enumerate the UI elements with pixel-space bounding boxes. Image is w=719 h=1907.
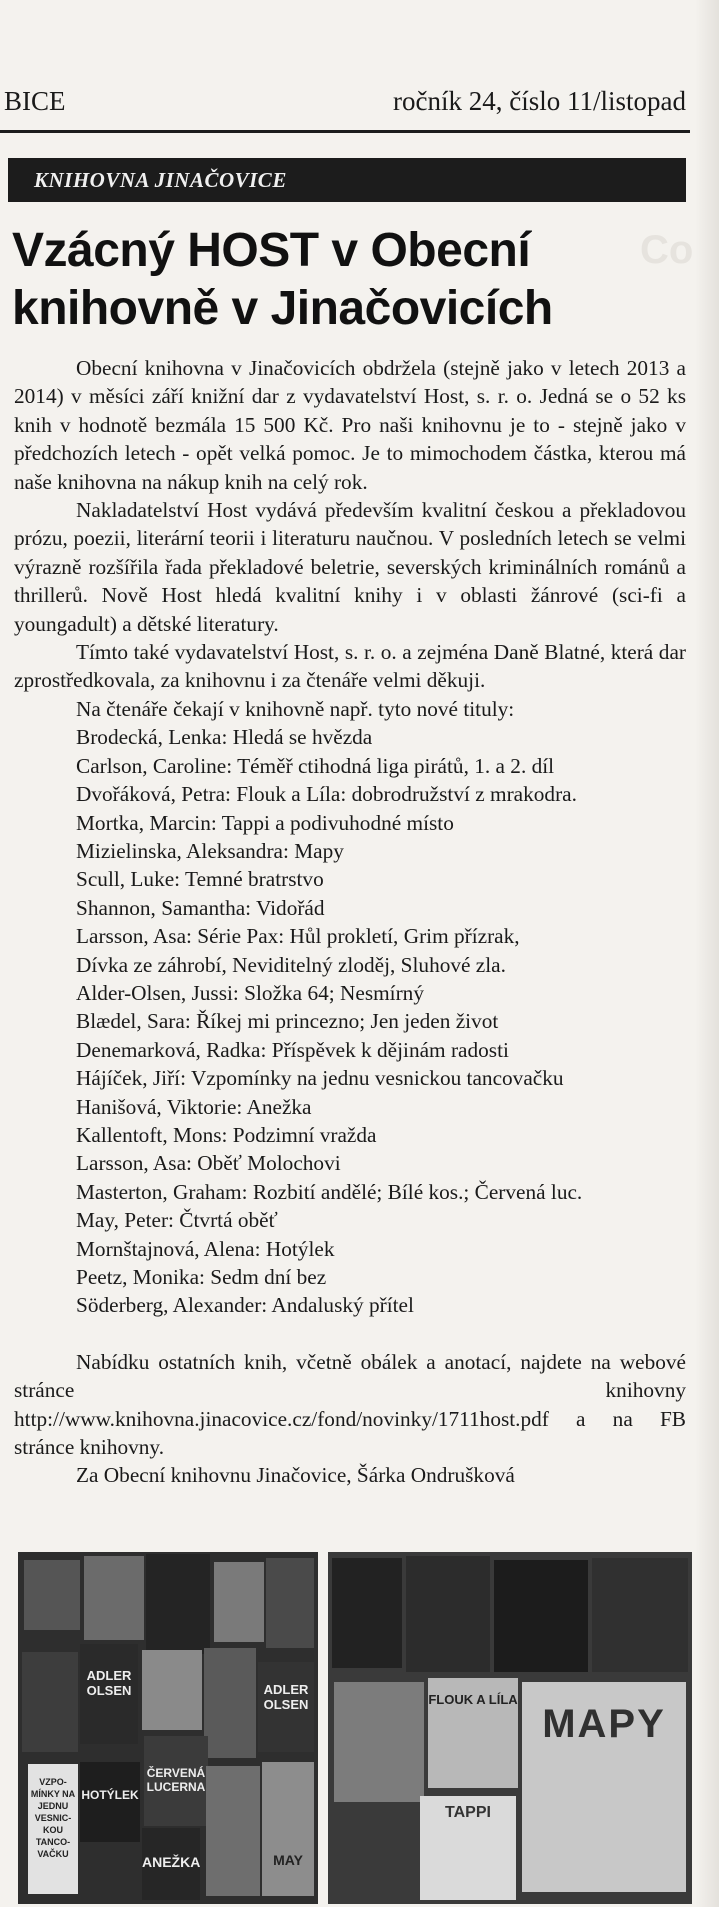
adler-olsen-cover: ADLER OLSEN xyxy=(258,1662,314,1752)
title-item: Blædel, Sara: Říkej mi princezno; Jen jeden život xyxy=(76,1009,499,1034)
paragraph: Nakladatelství Host vydává především kvalitní českou a překladovou prózu, poezii, literární teorii i literaturu naučnou. V posledních letech se velmi výrazně rozšířila řada překladové beletrie, severských kriminálních románů a thrillerů. Nově Host hledá kvalitní knihy i v oblasti žánrové (sci-fi a youngadult) a dětské literatury. xyxy=(14,498,686,636)
titles-intro: Na čtenáře čekají v knihovně např. tyto nové tituly: xyxy=(76,696,515,721)
title-item: Dívka ze záhrobí, Neviditelný zloděj, Sluhové zla. xyxy=(76,952,506,977)
hotylek-cover: HOTÝLEK xyxy=(80,1762,140,1842)
title-item: Hanišová, Viktorie: Anežka xyxy=(76,1094,312,1119)
cervena-lucerna-cover: ČERVENÁ LUCERNA xyxy=(144,1736,208,1826)
paragraph: Obecní knihovna v Jinačovicích obdržela (stejně jako v letech 2013 a 2014) v měsíci září knižní dar z vydavatelství Host, s. r. o. Jedná se o 52 ks knih v hodnotě bezmála 15 500 Kč. Pro naši knihovnu je to - stejně jako v předchozích letech - opět velká pomoc. Je to mimochodem částka, kterou má naše knihovna na nákup knih na celý rok. xyxy=(14,356,686,494)
titles-list xyxy=(14,723,686,1320)
book-cover xyxy=(332,1558,402,1668)
title-item: Masterton, Graham: Rozbití andělé; Bílé kos.; Červená luc. xyxy=(76,1179,583,1204)
running-header xyxy=(0,86,690,126)
header-left: BICE xyxy=(4,86,66,116)
book-stack-photo-right xyxy=(328,1552,692,1904)
may-cover: MAY xyxy=(262,1762,314,1896)
book-cover xyxy=(22,1652,78,1752)
photo-row xyxy=(18,1552,692,1904)
book-cover xyxy=(214,1562,264,1642)
article-headline xyxy=(12,222,682,338)
title-item: May, Peter: Čtvrtá oběť xyxy=(76,1208,278,1233)
adler-olsen-cover: ADLER OLSEN xyxy=(80,1644,138,1744)
header-rule xyxy=(0,130,690,133)
title-item: Kallentoft, Mons: Podzimní vražda xyxy=(76,1122,377,1147)
title-item: Peetz, Monika: Sedm dní bez xyxy=(76,1265,327,1289)
section-label: KNIHOVNA JINAČOVICE xyxy=(8,158,686,202)
flouk-a-lila-cover: FLOUK A LÍLA xyxy=(428,1678,518,1788)
title-item: Larsson, Asa: Série Pax: Hůl prokletí, Grim přízrak, xyxy=(76,924,520,949)
page-edge-shadow xyxy=(695,0,719,1907)
book-cover xyxy=(204,1648,256,1758)
closing-paragraph: Nabídku ostatních knih, včetně obálek a anotací, najdete na webové stránce knihovny http://www.knihovna.jinacovice.cz/fond/novinky/1711host.pdf a na FB stránce knihovny. xyxy=(14,1349,686,1460)
spacer xyxy=(14,1320,686,1348)
book-cover xyxy=(266,1558,314,1648)
book-cover xyxy=(334,1682,424,1802)
title-item: Brodecká, Lenka: Hledá se hvězda xyxy=(76,725,373,750)
book-cover xyxy=(406,1556,490,1672)
book-cover xyxy=(24,1560,80,1630)
title-item: Dvořáková, Petra: Flouk a Líla: dobrodružství z mrakodra. xyxy=(76,782,577,807)
title-item: Mortka, Marcin: Tappi a podivuhodné místo xyxy=(76,810,454,835)
title-item: Mizielinska, Aleksandra: Mapy xyxy=(76,838,344,863)
book-stack-photo-left xyxy=(18,1552,318,1904)
mapy-cover: MAPY xyxy=(522,1682,686,1892)
tappi-cover: TAPPI xyxy=(420,1796,516,1900)
title-item: Söderberg, Alexander: Andaluský přítel xyxy=(76,1293,414,1318)
title-item: Shannon, Samantha: Vidořád xyxy=(76,895,325,920)
signature: Za Obecní knihovnu Jinačovice, Šárka Ondrušková xyxy=(76,1463,515,1488)
title-item: Larsson, Asa: Oběť Molochovi xyxy=(76,1151,341,1176)
book-cover xyxy=(494,1560,588,1672)
vzpominky-cover: VZPO-MÍNKY NA JEDNU VESNIC-KOU TANCO-VAČKU xyxy=(28,1764,78,1894)
headline-line-2: knihovně v Jinačovicích xyxy=(12,282,553,335)
title-item: Denemarková, Radka: Příspěvek k dějinám radosti xyxy=(76,1037,509,1062)
book-cover xyxy=(84,1556,144,1640)
book-cover xyxy=(146,1554,210,1654)
book-cover xyxy=(206,1766,260,1896)
paragraph: Tímto také vydavatelství Host, s. r. o. a zejména Daně Blatné, která dar zprostředkovala, za knihovnu i za čtenáře velmi děkuji. xyxy=(14,640,686,693)
title-item: Scull, Luke: Temné bratrstvo xyxy=(76,867,324,892)
book-cover xyxy=(592,1558,688,1672)
title-item: Alder-Olsen, Jussi: Složka 64; Nesmírný xyxy=(76,980,424,1005)
anezka-cover: ANEŽKA xyxy=(142,1828,200,1900)
bleed-through-heading: Co xyxy=(640,228,694,272)
title-item: Mornštajnová, Alena: Hotýlek xyxy=(76,1236,335,1261)
title-item: Carlson, Caroline: Téměř ctihodná liga pirátů, 1. a 2. díl xyxy=(76,753,555,778)
headline-line-1: Vzácný HOST v Obecní xyxy=(12,224,531,277)
title-item: Hájíček, Jiří: Vzpomínky na jednu vesnickou tancovačku xyxy=(76,1066,564,1091)
book-cover xyxy=(142,1650,202,1730)
issue-info: ročník 24, číslo 11/listopad xyxy=(393,86,686,116)
article-body xyxy=(14,354,686,1490)
